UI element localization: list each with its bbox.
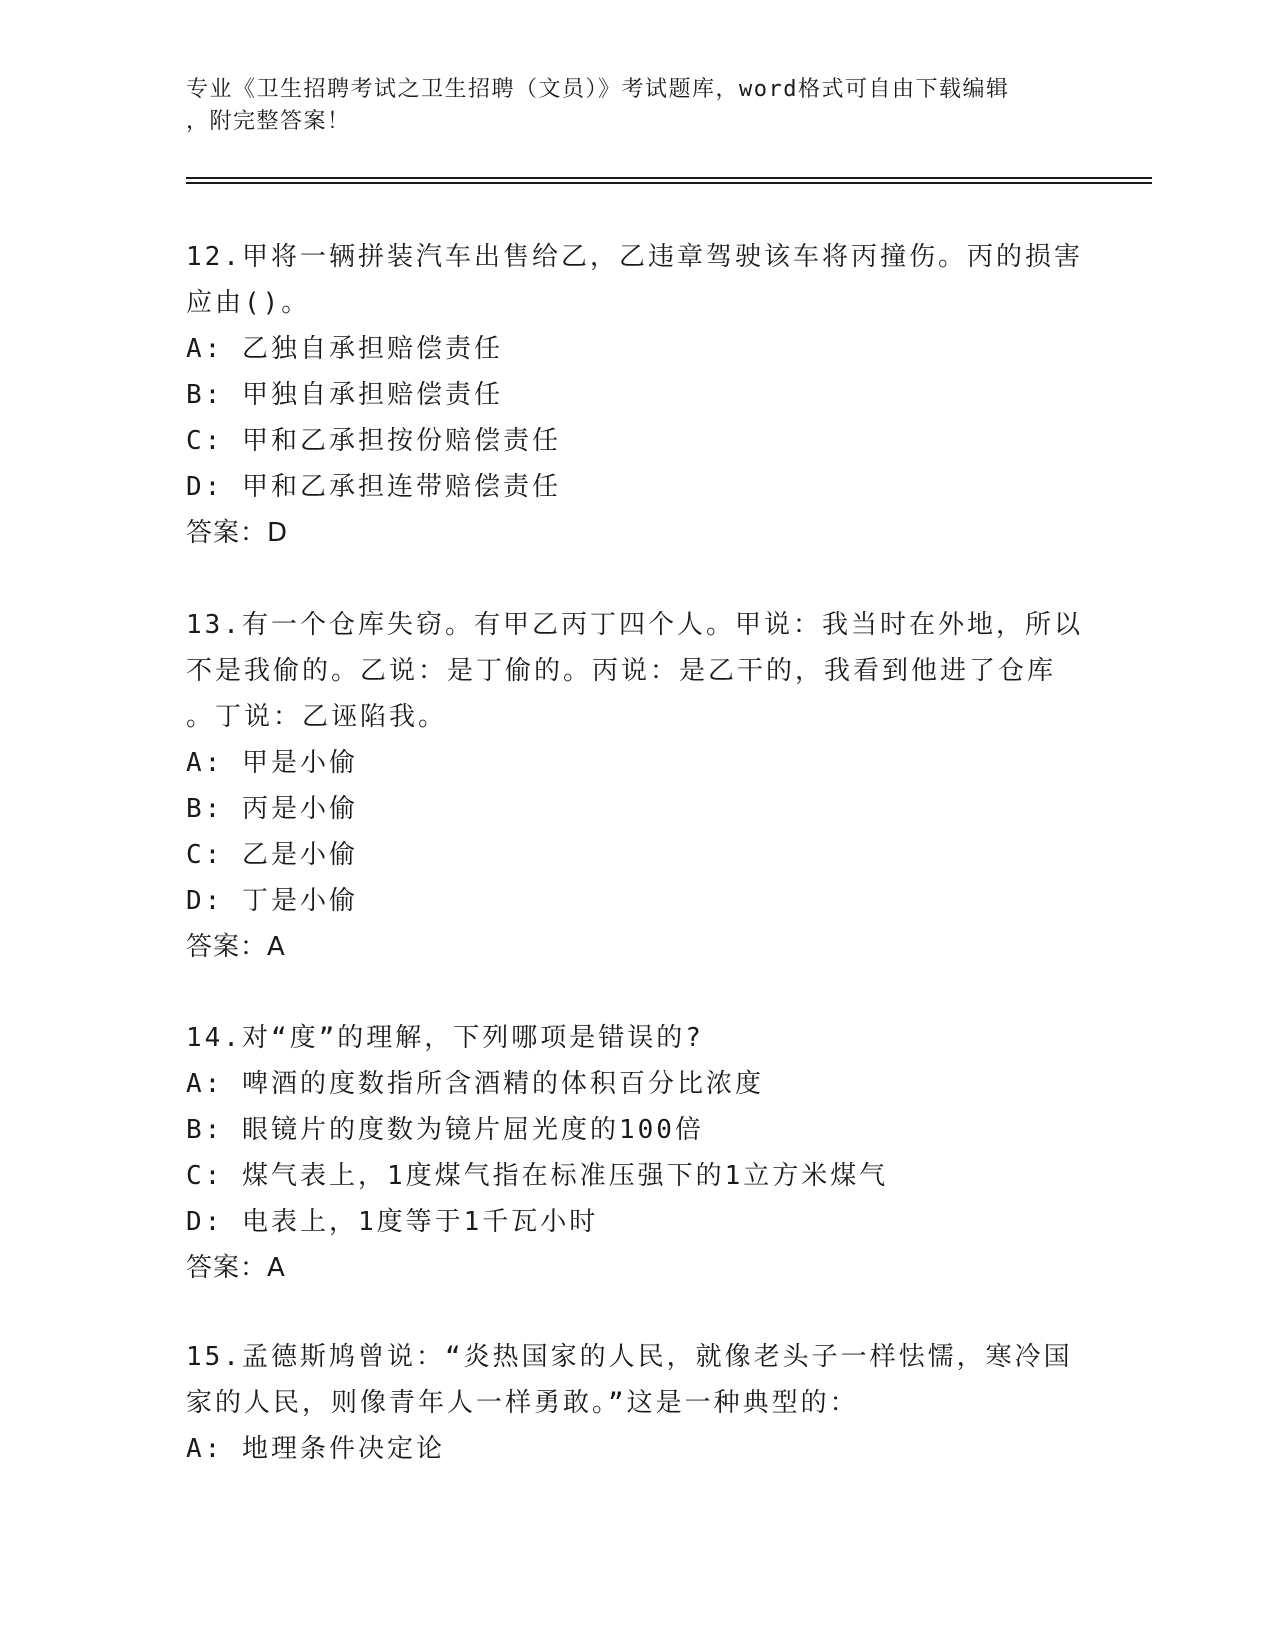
option-a: A: 地理条件决定论 (186, 1434, 445, 1464)
option-c: C: 乙是小偷 (186, 840, 358, 870)
question-stem-line: 15.孟德斯鸠曾说：“炎热国家的人民，就像老头子一样怯懦，寒冷国 (186, 1342, 1073, 1372)
question-stem-line: 14.对“度”的理解，下列哪项是错误的? (186, 1023, 704, 1053)
option-b: B: 眼镜片的度数为镜片屈光度的100倍 (186, 1115, 704, 1145)
header-line-1: 专业《卫生招聘考试之卫生招聘（文员）》考试题库，word格式可自由下载编辑 (186, 77, 1010, 102)
option-b: B: 丙是小偷 (186, 794, 358, 824)
option-d: D: 电表上，1度等于1千瓦小时 (186, 1207, 599, 1237)
header-line-2: ，附完整答案！ (186, 109, 351, 134)
option-d: D: 甲和乙承担连带赔偿责任 (186, 472, 561, 502)
question-15 (186, 1334, 1086, 1472)
question-stem-line: 家的人民，则像青年人一样勇敢。”这是一种典型的： (186, 1388, 859, 1418)
option-a: A: 甲是小偷 (186, 748, 358, 778)
option-c: C: 甲和乙承担按份赔偿责任 (186, 426, 561, 456)
question-stem-line: 。丁说：乙诬陷我。 (186, 702, 448, 732)
option-b: B: 甲独自承担赔偿责任 (186, 380, 503, 410)
header-divider-bottom (186, 182, 1152, 184)
question-stem-line: 应由()。 (186, 288, 311, 318)
question-stem-line: 12.甲将一辆拼装汽车出售给乙，乙违章驾驶该车将丙撞伤。丙的损害 (186, 242, 1083, 272)
question-13 (186, 602, 1086, 970)
question-stem-line: 13.有一个仓库失窃。有甲乙丙丁四个人。甲说：我当时在外地，所以 (186, 610, 1083, 640)
option-a: A: 乙独自承担赔偿责任 (186, 334, 503, 364)
option-a: A: 啤酒的度数指所含酒精的体积百分比浓度 (186, 1069, 764, 1099)
option-c: C: 煤气表上，1度煤气指在标准压强下的1立方米煤气 (186, 1161, 889, 1191)
answer-line: 答案：D (186, 518, 289, 548)
question-12 (186, 234, 1086, 556)
header-divider-top (186, 177, 1152, 179)
answer-line: 答案：A (186, 1253, 286, 1283)
header-note (186, 74, 1086, 138)
question-stem-line: 不是我偷的。乙说：是丁偷的。丙说：是乙干的，我看到他进了仓库 (186, 656, 1057, 686)
answer-line: 答案：A (186, 932, 286, 962)
option-d: D: 丁是小偷 (186, 886, 358, 916)
question-14 (186, 1015, 1086, 1291)
